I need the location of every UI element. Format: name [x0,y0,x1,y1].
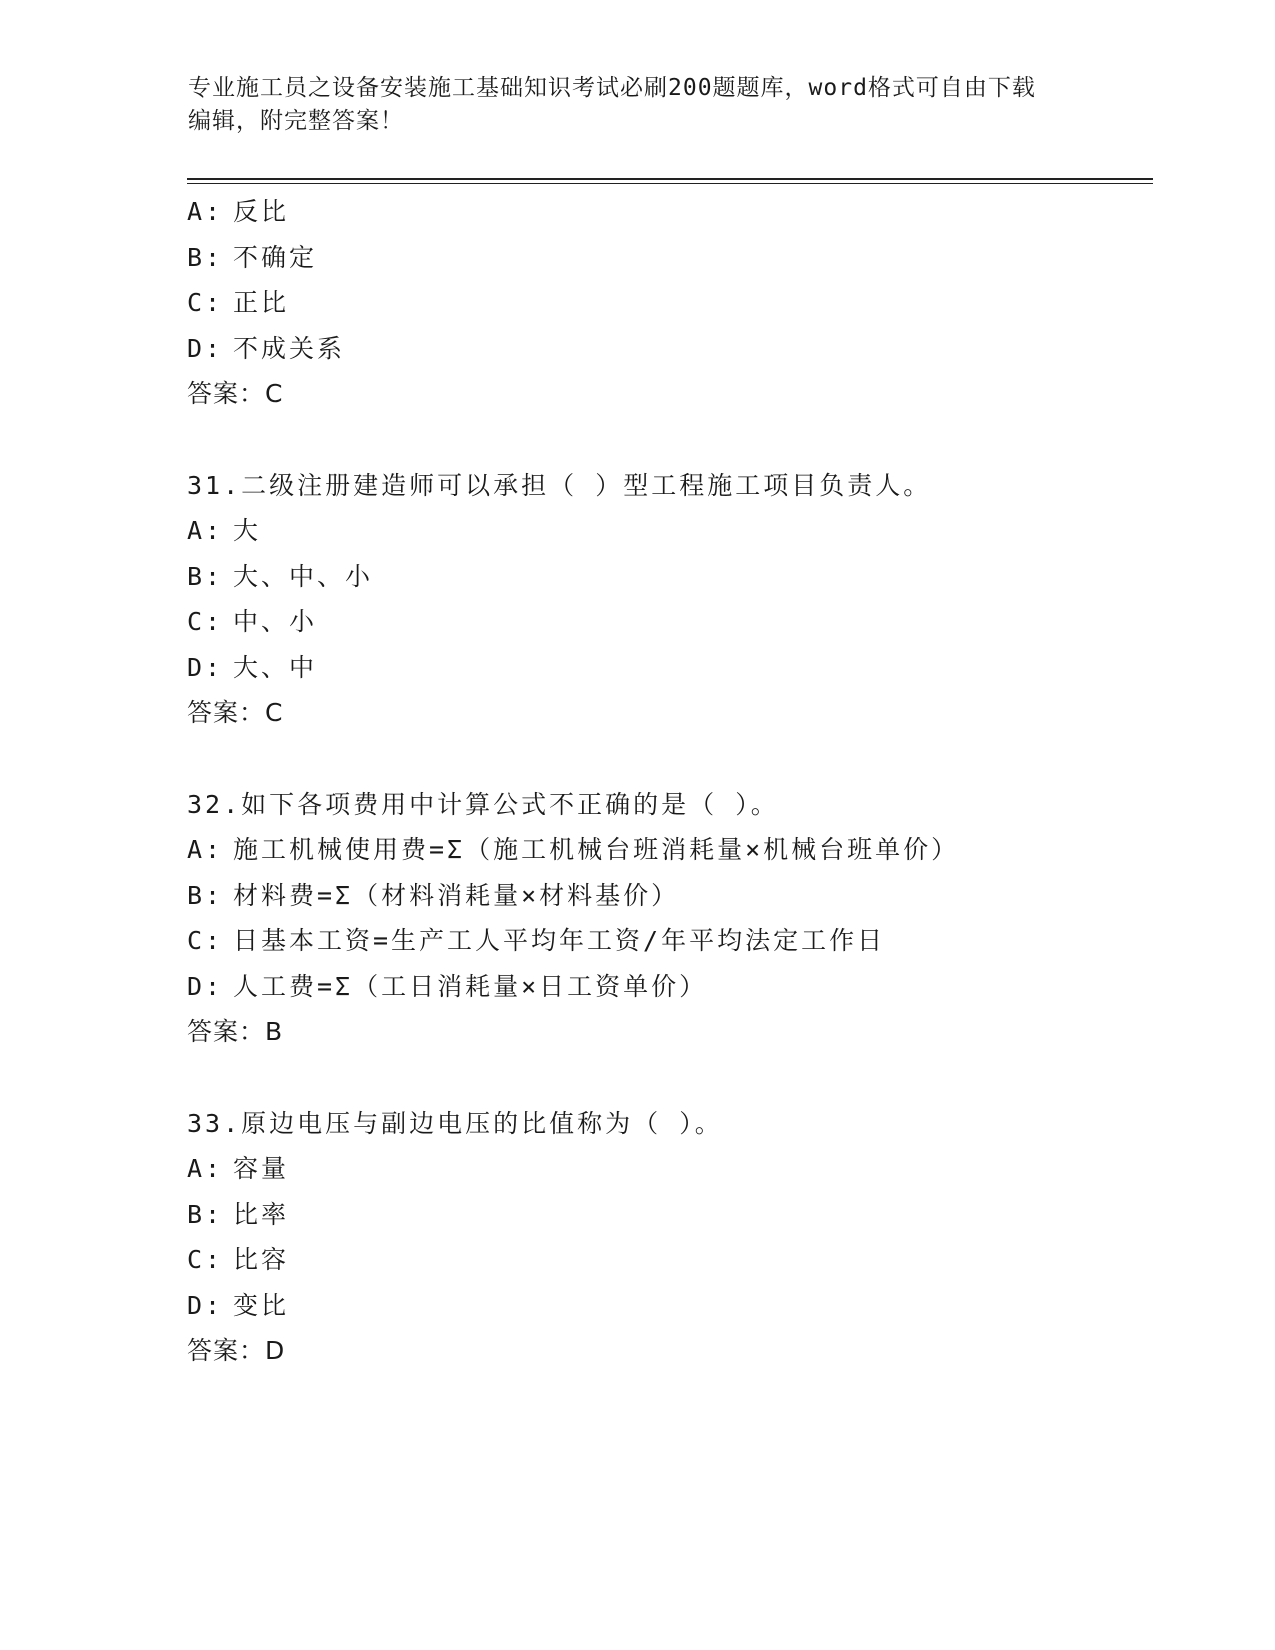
option-key: A: [187,835,224,864]
option-text: 正比 [233,288,290,317]
option-text: 材料费=Σ（材料消耗量×材料基价） [233,880,680,910]
question-list [187,189,1167,1374]
question-30-tail [187,189,1167,417]
option-text: 比率 [233,1199,290,1229]
spacer [187,1055,1167,1101]
option-a [187,189,1167,235]
question-stem: 33.原边电压与副边电压的比值称为（ ）。 [187,1108,723,1138]
option-a [187,508,1167,554]
option-d [187,1283,1167,1329]
option-key: A: [187,516,224,545]
question-32 [187,782,1167,1055]
option-key: B: [187,561,224,591]
answer-line: 答案：D [187,1336,286,1365]
option-c [187,918,1167,964]
option-key: A: [187,1154,224,1183]
option-c [187,599,1167,645]
option-text: 容量 [233,1154,290,1183]
option-text: 反比 [233,197,290,226]
option-b [187,873,1167,919]
option-c [187,1237,1167,1283]
spacer [187,417,1167,463]
answer-line: 答案：B [187,1017,284,1046]
option-text: 日基本工资=生产工人平均年工资/年平均法定工作日 [233,926,886,955]
option-d [187,964,1167,1010]
question-31 [187,463,1167,736]
option-d [187,645,1167,691]
option-a [187,827,1167,873]
option-b [187,1192,1167,1238]
option-key: B: [187,242,224,272]
option-text: 大、中 [233,652,318,682]
option-key: C: [187,926,224,955]
question-stem: 31.二级注册建造师可以承担（ ）型工程施工项目负责人。 [187,470,932,500]
header-divider-thin [187,183,1153,184]
answer-line: 答案：C [187,379,284,408]
option-key: D: [187,1290,224,1320]
option-key: A: [187,197,224,226]
option-text: 变比 [233,1290,290,1320]
option-key: B: [187,1199,224,1229]
option-key: B: [187,880,224,910]
option-key: C: [187,607,224,636]
option-text: 人工费=Σ（工日消耗量×日工资单价） [233,971,708,1001]
document-header [188,72,1068,138]
option-a [187,1146,1167,1192]
option-b [187,554,1167,600]
option-key: D: [187,652,224,682]
option-text: 不确定 [233,242,318,272]
option-text: 大、中、小 [233,561,374,591]
header-title-line-1: 专业施工员之设备安装施工基础知识考试必刷200题题库，word格式可自由下载 [188,75,1036,101]
option-c [187,280,1167,326]
option-key: D: [187,971,224,1001]
option-text: 不成关系 [233,333,346,363]
option-d [187,326,1167,372]
spacer [187,736,1167,782]
question-33 [187,1101,1167,1374]
question-stem: 32.如下各项费用中计算公式不正确的是（ ）。 [187,789,779,819]
answer-line: 答案：C [187,698,284,727]
option-key: C: [187,288,224,317]
option-text: 施工机械使用费=Σ（施工机械台班消耗量×机械台班单价） [233,835,960,864]
option-text: 中、小 [233,607,318,636]
option-key: D: [187,333,224,363]
option-b [187,235,1167,281]
header-title-line-2: 编辑，附完整答案！ [188,108,404,134]
header-divider-thick [187,178,1153,180]
option-key: C: [187,1245,224,1274]
option-text: 比容 [233,1245,290,1274]
option-text: 大 [233,516,262,545]
